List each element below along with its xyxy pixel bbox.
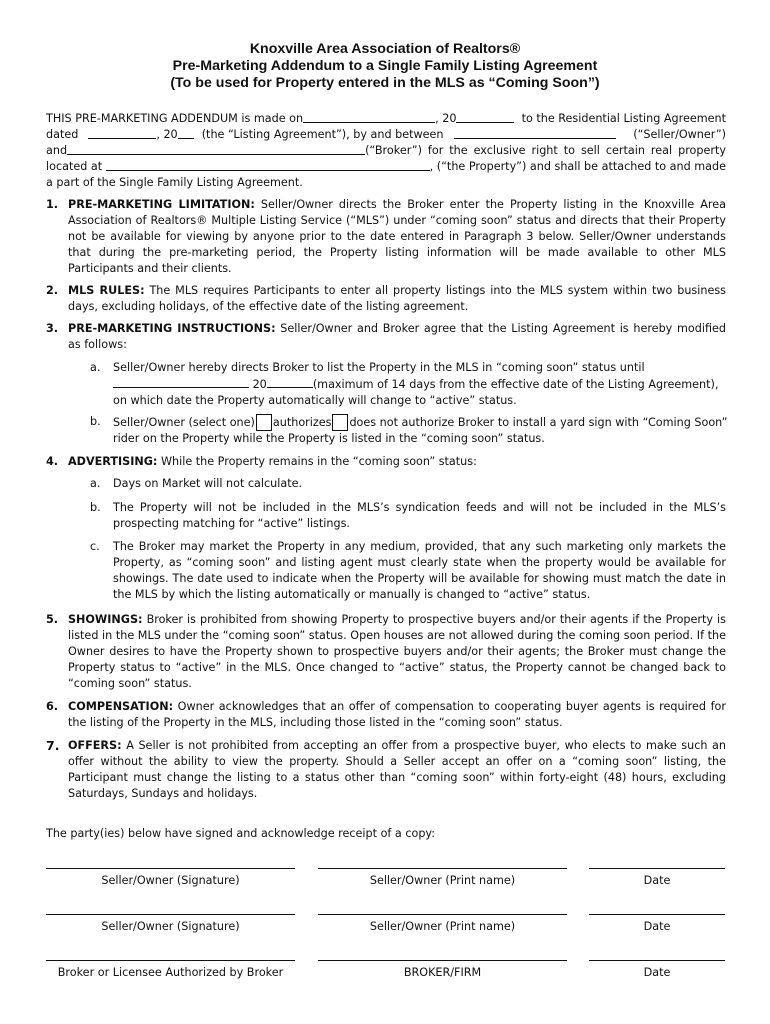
section-heading: ADVERTISING: — [68, 455, 158, 468]
acknowledgement-text: The party(ies) below have signed and acknowledge receipt of a copy: — [46, 827, 436, 840]
date-line-2[interactable] — [589, 914, 725, 915]
date-line-1[interactable] — [589, 868, 725, 869]
seller-print-name-label: Seller/Owner (Print name) — [369, 874, 516, 887]
date-label: Date — [643, 966, 671, 979]
intro-row-5: a part of the Single Family Listing Agreement. — [46, 176, 303, 189]
listing-year-field[interactable] — [178, 127, 194, 139]
section-text: A Seller is not prohibited from accepting an offer from a prospective buyer, who elects to make such an offer without the ability to view the property. Should a Seller accept an offer on a “coming soon” listing, the Participant must change the listing to a status other than “coming soon” within forty-eight (48) hours, excluding Saturdays, Sundays and holidays. — [68, 739, 726, 800]
seller-print-name-line-2[interactable] — [318, 914, 567, 915]
title-line-1: Knoxville Area Association of Realtors® — [249, 41, 521, 57]
year-made-field[interactable] — [456, 111, 514, 123]
intro-row-2: dated , 20 (the “Listing Agreement”), by and between (“Seller/Owner”) — [46, 128, 726, 141]
title-line-3: (To be used for Property entered in the MLS as “Coming Soon”) — [170, 75, 600, 91]
intro-row-4: located at , (“the Property”) and shall be attached to and made — [46, 160, 726, 173]
date-made-field[interactable] — [303, 111, 435, 123]
seller-signature-label: Seller/Owner (Signature) — [101, 874, 240, 887]
broker-firm-line[interactable] — [318, 960, 567, 961]
seller-signature-line-2[interactable] — [46, 914, 295, 915]
broker-signature-label: Broker or Licensee Authorized by Broker — [57, 966, 284, 979]
date-label: Date — [643, 920, 671, 933]
authorizes-checkbox[interactable] — [256, 414, 272, 431]
coming-soon-until-date-field[interactable] — [113, 376, 249, 388]
coming-soon-until-year-field[interactable] — [267, 376, 313, 388]
section-heading: OFFERS: — [68, 739, 122, 752]
document-title — [0, 41, 770, 92]
date-label: Date — [643, 874, 671, 887]
section-heading: PRE-MARKETING LIMITATION: — [68, 198, 255, 211]
property-address-field[interactable] — [106, 159, 430, 171]
seller-print-name-line-1[interactable] — [318, 868, 567, 869]
section-text: Owner acknowledges that an offer of compensation to cooperating buyer agents is required for the listing of the Property in the MLS, including those listed in the “coming soon” status. — [68, 700, 727, 729]
intro-row-1: THIS PRE-MARKETING ADDENDUM is made on , 20 to the Residential Listing Agreement — [46, 112, 726, 125]
does-not-authorize-checkbox[interactable] — [332, 414, 348, 431]
intro-row-3: and (“Broker”) for the exclusive right to sell certain real property — [46, 144, 726, 157]
date-line-3[interactable] — [589, 960, 725, 961]
listing-date-field[interactable] — [88, 127, 156, 139]
seller-owner-name-field[interactable] — [454, 127, 616, 139]
broker-signature-line[interactable] — [46, 960, 295, 961]
broker-name-field[interactable] — [67, 143, 365, 155]
section-heading: SHOWINGS: — [68, 613, 143, 626]
seller-signature-label: Seller/Owner (Signature) — [101, 920, 240, 933]
seller-signature-line-1[interactable] — [46, 868, 295, 869]
intro-paragraph — [46, 111, 726, 191]
section-heading: COMPENSATION: — [68, 700, 174, 713]
section-text: The MLS requires Participants to enter all property listings into the MLS system within two business days, excluding holidays, of the effective date of the listing agreement. — [68, 284, 726, 313]
addendum-page: Knoxville Area Association of Realtors® Pre-Marketing Addendum to a Single Family Listing Agreement (To be used for Property entered in the MLS as “Coming Soon”) THIS PRE-MARKETING ADDENDUM is made on , 20 to the Residential Listing Agreement dated , 20 (the “Listing Agreement”), by and between (“Seller/Owner”) and (“Broker”) for the exclusive right to sell certain real property located at , (“the Property”) and shall be attached to and made a part of the Single Family Listing Agreement. 1. PRE-MARKETING LIMITATION: Seller/Owner directs the Broker enter the Property listing in the Knoxville Area Association of Realtors® Multiple Listing Service (“MLS”) under “coming soon” status and directs that their Property not be available for viewing by anyone prior to the date entered in Paragraph 3 below. Seller/Owner understands that during the pre-marketing period, the Property listing information will be made available to other MLS Participants and their clients. 2. MLS RULES: The MLS requires Participants to enter all property listings into the MLS system within two business days, excluding holidays, of the effective date of the listing agreement. 3. PRE-MARKETING INSTRUCTIONS: Seller/Owner and Broker agree that the Listing Agreement is hereby modified as follows: a. Seller/Owner hereby directs Broker to list the Property in the MLS in “coming soon” status until 20 (maximum of 14 days from the effective date of the Listing Agreement), on which date the Property automatically will change to “active” status. b. Seller/Owner (select one) authorizes does not authorize Broker to install a yard sign with “Coming Soon” rider on the Property while the Property is listed in the “coming soon” status. 4. ADVERTISING: While the Property remains in the “coming soon” status: a. Days on Market will not calculate. b. The Property will not be included in the MLS’s syndication feeds and will not be included in the MLS’s prospecting matching for “active” listings. c. The Broker may market the Property in any medium, provided, that any such marketing only markets the Property, as “coming soon” and listing agent must clearly state when the property would be available for showings. The date used to indicate when the Property will be available for showing must match the date in the MLS by which the listing automatically or manually is changed to “active” status. 5. SHOWINGS: Broker is prohibited from showing Property to prospective buyers and/or their agents if the Property is listed in the MLS under the “coming soon” status. Open houses are not allowed during the coming soon period. If the Owner desires to have the Property shown to prospective buyers and/or their agents; the Broker must change the Property status to “active” in the MLS. Once changed to “active” status, the Property cannot be changed back to “coming soon” status. 6. COMPENSATION: Owner acknowledges that an offer of compensation to cooperating buyer agents is required for the listing of the Property in the MLS, including those listed in the “coming soon” status. 7. OFFERS: A Seller is not prohibited from accepting an offer from a prospective buyer, who elects to make such an offer without the ability to view the property. Should a Seller accept an offer on a “coming soon” listing, the Participant must change the listing to a status other than “coming soon” within forty-eight (48) hours, excluding Saturdays, Sundays and holidays. The party(ies) below have signed and acknowledge receipt of a copy: Seller/Owner (Signature) Seller/Owner (Print name) Date Seller/Owner (Signature) Seller/Owner (Print name) Date Broker or Licensee Authorized by Broker BROKER/FIRM Date — [0, 0, 770, 1024]
broker-firm-label: BROKER/FIRM — [403, 966, 482, 979]
section-text: Seller/Owner directs the Broker enter the Property listing in the Knoxville Area Association of Realtors® Multiple Listing Service (“MLS”) under “coming soon” status and directs that their Property not be available for viewing by anyone prior to the date entered in Paragraph 3 below. Seller/Owner understands that during the pre-marketing period, the Property listing information will be made available to other MLS Participants and their clients. — [68, 198, 726, 275]
seller-print-name-label: Seller/Owner (Print name) — [369, 920, 516, 933]
section-heading: PRE-MARKETING INSTRUCTIONS: — [68, 322, 276, 335]
section-text: Seller/Owner and Broker agree that the Listing Agreement is hereby modified as follows: — [68, 322, 726, 351]
section-text: While the Property remains in the “coming soon” status: — [160, 455, 477, 468]
section-text: Broker is prohibited from showing Property to prospective buyers and/or their agents if the Property is listed in the MLS under the “coming soon” status. Open houses are not allowed during the coming soon period. If the Owner desires to have the Property shown to prospective buyers and/or their agents; the Broker must change the Property status to “active” in the MLS. Once changed to “active” status, the Property cannot be changed back to “coming soon” status. — [68, 613, 726, 690]
section-heading: MLS RULES: — [68, 284, 145, 297]
title-line-2: Pre-Marketing Addendum to a Single Family Listing Agreement — [172, 58, 598, 74]
